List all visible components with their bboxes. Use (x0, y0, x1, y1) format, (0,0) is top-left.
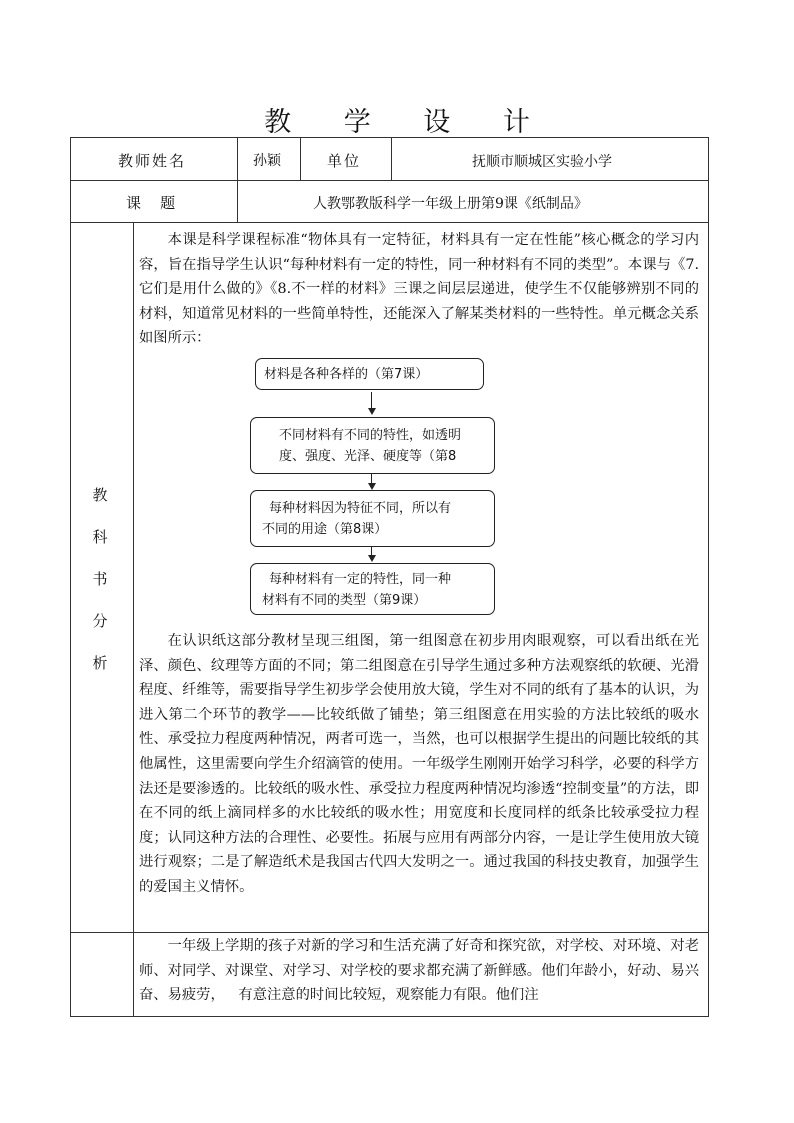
flowchart-box-2-line-2: 度、强度、光泽、硬度等（第8 (279, 449, 457, 464)
flowchart-box-4-line-1: 每种材料有一定的特性，同一种 (269, 572, 452, 587)
topic-value: 人教鄂教版科学一年级上册第9课《纸制品》 (313, 196, 588, 212)
analysis-paragraph-1-text: 本课是科学课程标准“物体具有一定特征，材料具有一定在性能”核心概念的学习内容，旨在指导学生认识“每种材料有一定的特性，同一种材料有不同的类型”。本课与《7.它们是用什么做的》《8.不一样的材料》三课之间层层递进，使学生不仅能够辨别不同的材料，知道常见材料的一些简单特性，还能深入了解某类材料的一些特性。单元概念关系如图所示： (139, 232, 699, 346)
analysis-side-char-2: 科 (92, 528, 108, 546)
flowchart-box-4-line-2: 材料有不同的类型（第9课） (262, 593, 427, 608)
flowchart-box-3-line-2: 不同的用途（第8课） (262, 522, 388, 537)
flowchart-arrowhead-2 (368, 483, 376, 490)
unit-value: 抚顺市顺城区实验小学 (472, 154, 612, 170)
analysis-side-char-1: 教 (92, 486, 108, 504)
analysis-paragraph-2-text: 在认识纸这部分教材呈现三组图，第一组图意在初步用肉眼观察，可以看出纸在光泽、颜色、纹理等方面的不同；第二组图意在引导学生通过多种方法观察纸的软硬、光滑程度、纤维等，需要指导学生初步学会使用放大镜，学生对不同的纸有了基本的认识，为进入第二个环节的教学——比较纸做了铺垫；第三组图意在用实验的方法比较纸的吸水性、承受拉力程度两种情况，两者可选一，当然，也可以根据学生提出的问题比较纸的其他属性，这里需要向学生介绍滴管的使用。一年级学生刚刚开始学习科学，必要的科学方法还是要渗透的。比较纸的吸水性、承受拉力程度两种情况均渗透“控制变量”的方法，即在不同的纸上滴同样多的水比较纸的吸水性；用宽度和长度同样的纸条比较承受拉力程度；认同这种方法的合理性、必要性。拓展与应用有两部分内容，一是让学生使用放大镜进行观察；二是了解造纸术是我国古代四大发明之一。通过我国的科技史教育，加强学生的爱国主义情怀。 (139, 633, 699, 895)
flowchart-box-2 (250, 417, 495, 474)
flowchart-box-1-line-1: 材料是各种各样的（第7课） (264, 367, 429, 382)
flowchart-box-2-line-1: 不同材料有不同的特性，如透明 (279, 428, 462, 443)
unit-label: 单位 (327, 152, 362, 170)
topic-label: 课 题 (126, 194, 176, 212)
flowchart-box-3 (250, 490, 495, 547)
analysis-side-char-5: 析 (92, 654, 108, 672)
analysis-side-char-4: 分 (92, 612, 108, 630)
analysis-side-char-3: 书 (92, 570, 108, 588)
students-label-cell (70, 932, 134, 1017)
analysis-paragraph-1 (139, 228, 699, 351)
flowchart-box-3-line-1: 每种材料因为特征不同，所以有 (269, 501, 452, 516)
students-paragraph (139, 934, 699, 1008)
teacher-label: 教师姓名 (118, 152, 187, 170)
flowchart-arrowhead-3 (368, 555, 376, 562)
flowchart-arrow-1 (371, 392, 372, 409)
flowchart-box-4 (250, 563, 495, 615)
flowchart-arrowhead-1 (368, 408, 376, 415)
analysis-paragraph-2 (139, 629, 699, 900)
document-title: 教 学 设 计 (264, 107, 552, 138)
students-paragraph-text: 一年级上学期的孩子对新的学习和生活充满了好奇和探究欲，对学校、对环境、对老师、对同学、对课堂、对学习、对学校的要求都充满了新鲜感。他们年龄小，好动、易兴奋、易疲劳， 有意注意的时间比较短，观察能力有限。他们注 (139, 938, 699, 1003)
flowchart-box-1 (255, 358, 484, 390)
teacher-name: 孙颖 (253, 153, 281, 169)
